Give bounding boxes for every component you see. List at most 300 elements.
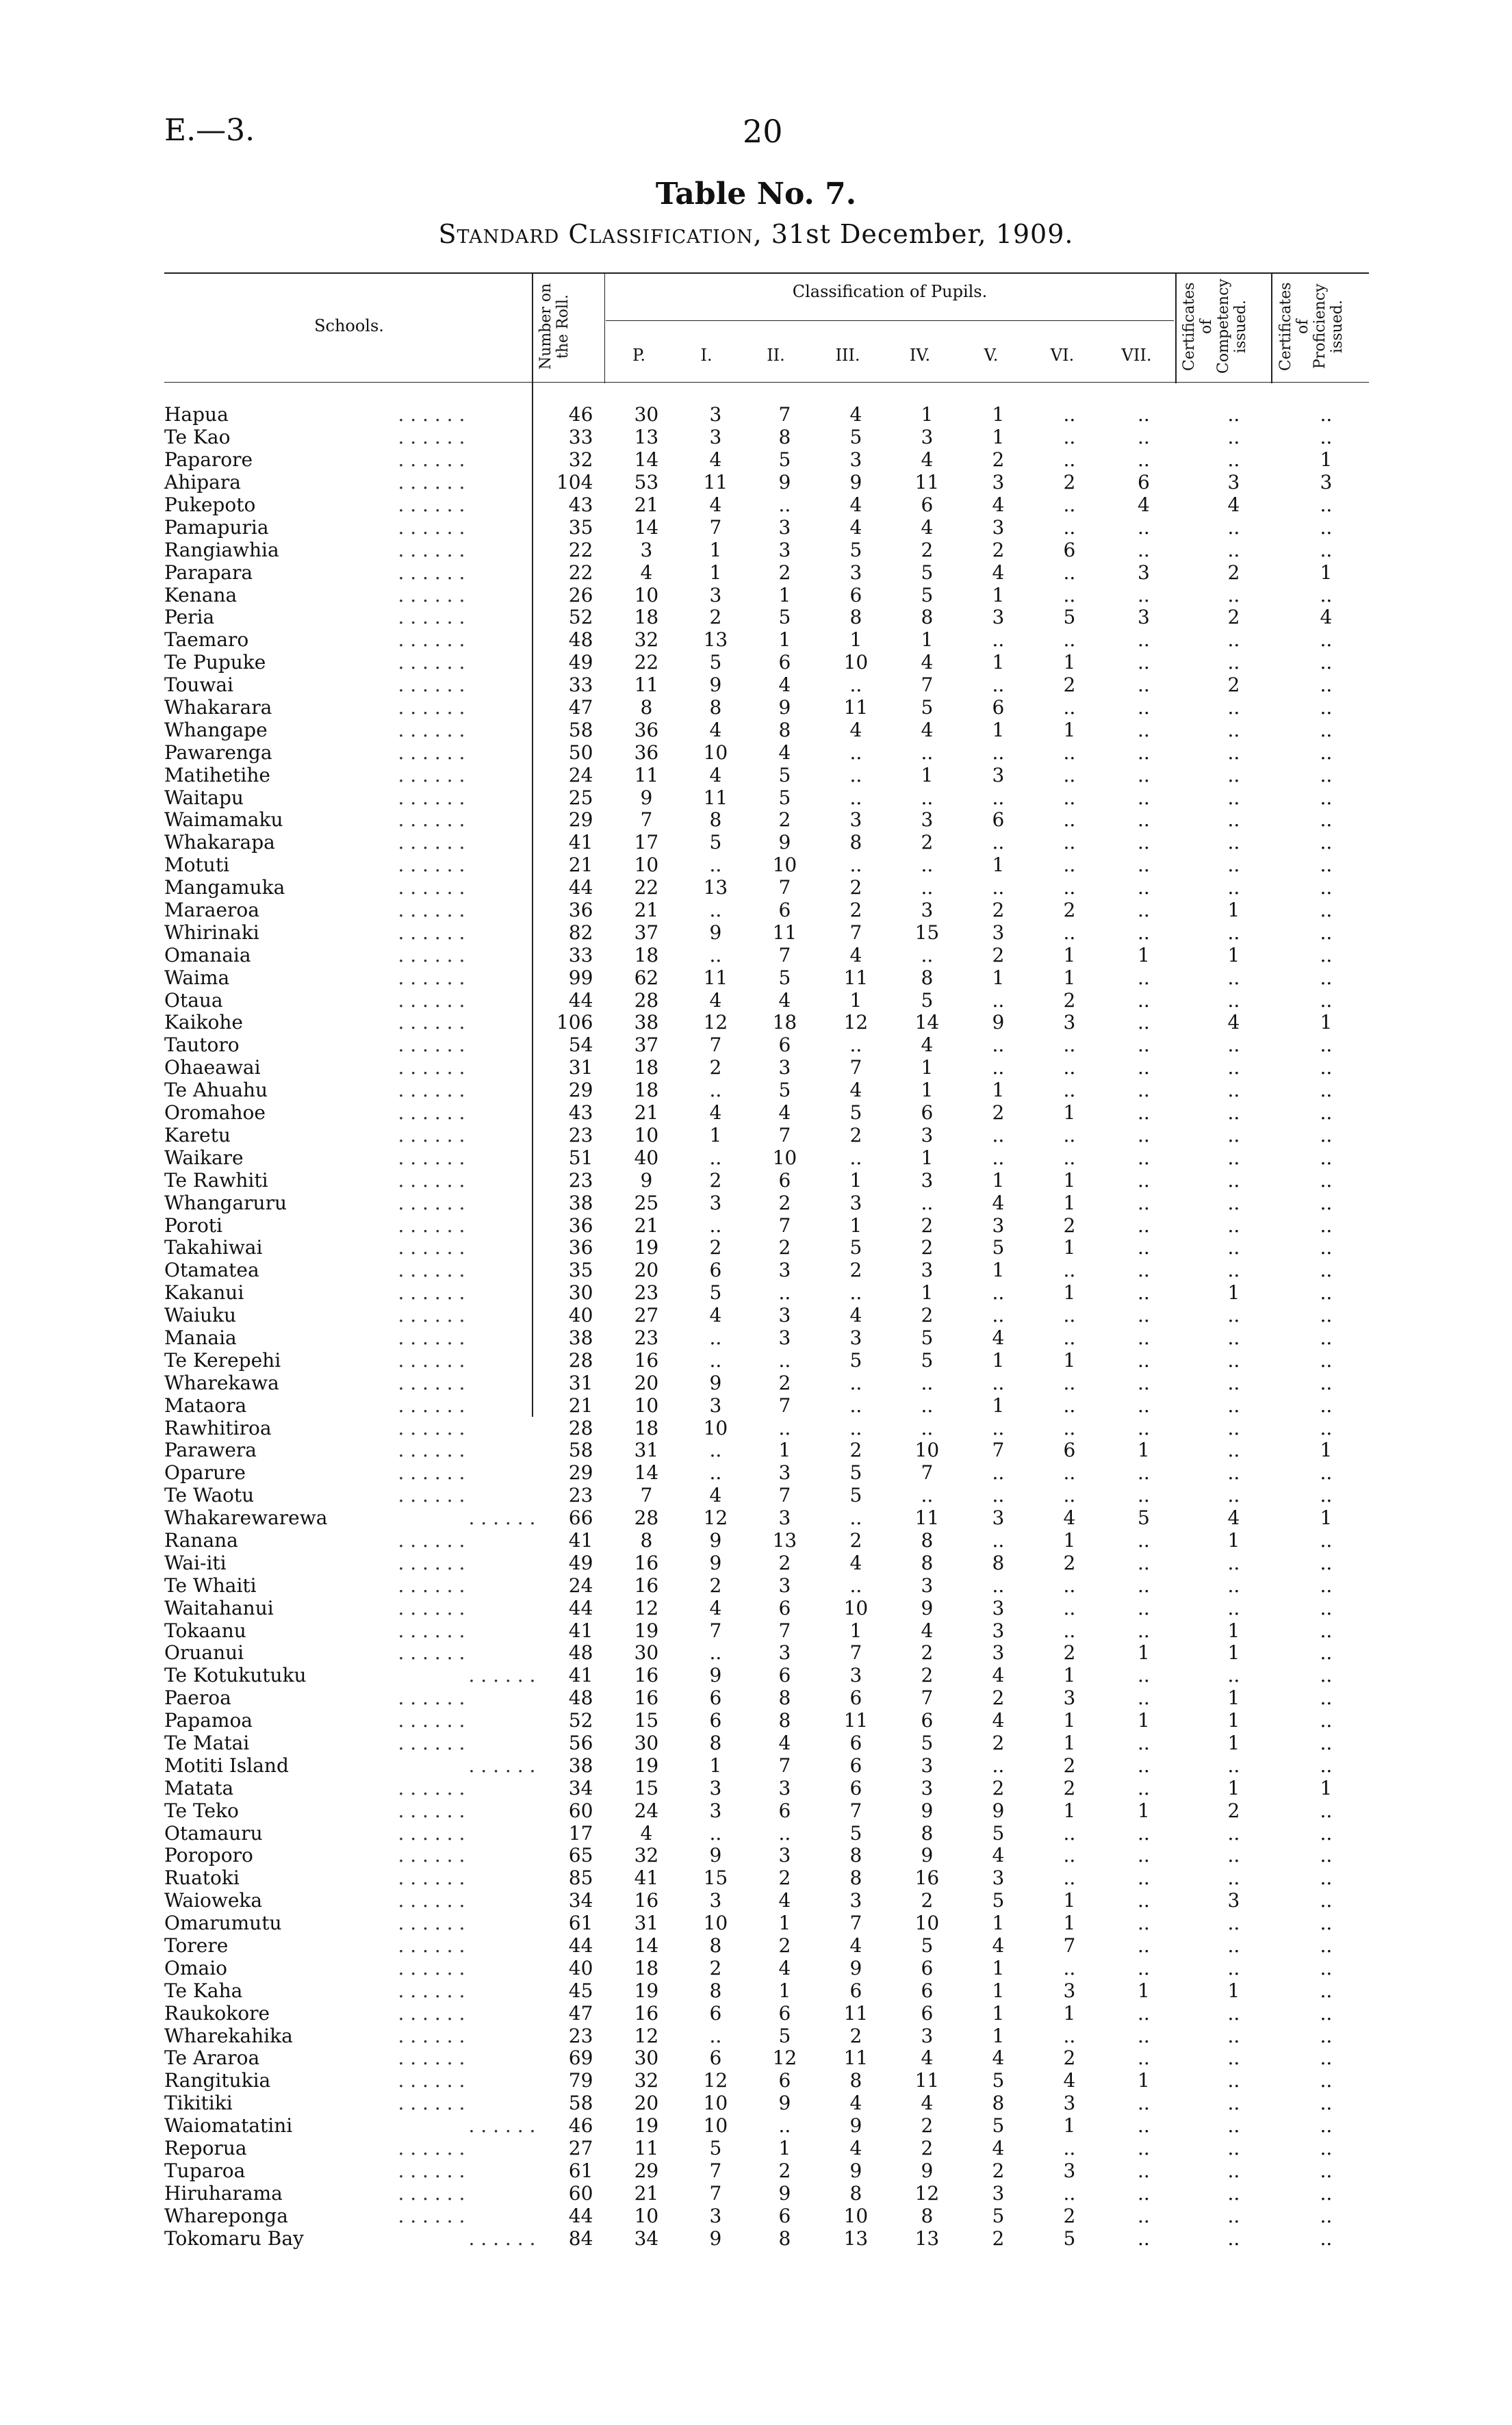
proficiency-cell: .. <box>1320 1709 1333 1732</box>
school-name: Omarumutu <box>164 1912 282 1935</box>
g2-cell: .. <box>778 1348 791 1372</box>
dot-leaders: . . . . . . <box>398 1596 465 1619</box>
roll-cell: 79 <box>568 2069 593 2092</box>
roll-cell: 85 <box>568 1866 593 1890</box>
g6-cell: .. <box>1063 1079 1076 1102</box>
g6-cell: 2 <box>1063 1214 1076 1237</box>
proficiency-cell: .. <box>1320 426 1333 449</box>
g3-cell: 7 <box>849 1912 862 1935</box>
p-cell: 14 <box>634 1461 659 1485</box>
g5-cell: 8 <box>992 1551 1005 1574</box>
table-subtitle <box>0 219 1512 249</box>
p-cell: 4 <box>640 561 653 584</box>
g2-cell: 6 <box>778 899 791 922</box>
p-cell: 18 <box>634 1079 659 1102</box>
g1-cell: 9 <box>709 1551 722 1574</box>
g7-cell: .. <box>1138 1281 1150 1305</box>
proficiency-cell: 4 <box>1320 606 1333 629</box>
g3-cell: 4 <box>849 943 862 966</box>
table-row <box>164 1305 1367 1327</box>
dot-leaders: . . . . . . <box>398 1731 465 1754</box>
proficiency-cell: .. <box>1320 1528 1333 1552</box>
g2-cell: 11 <box>772 921 797 944</box>
roll-cell: 52 <box>568 606 593 629</box>
proficiency-cell: .. <box>1320 1191 1333 1214</box>
g1-cell: 7 <box>709 1619 722 1642</box>
proficiency-cell: .. <box>1320 696 1333 719</box>
competency-cell: .. <box>1227 1912 1240 1935</box>
g2-cell: 5 <box>778 2024 791 2047</box>
g1-cell: 3 <box>709 1191 722 1214</box>
g1-cell: 3 <box>709 1799 722 1822</box>
g3-cell: 11 <box>843 1709 869 1732</box>
g4-cell: 1 <box>921 763 934 786</box>
roll-cell: 23 <box>568 2024 593 2047</box>
p-cell: 62 <box>634 966 659 989</box>
g3-cell: .. <box>849 673 862 697</box>
school-name: Pawarenga <box>164 741 272 764</box>
g7-cell: .. <box>1138 538 1150 561</box>
g4-cell: 15 <box>914 921 940 944</box>
g3-cell: 3 <box>849 1191 862 1214</box>
g1-cell: 4 <box>709 718 722 741</box>
proficiency-cell: .. <box>1320 786 1333 809</box>
g4-cell: 2 <box>921 538 934 561</box>
g7-cell: .. <box>1138 1461 1150 1485</box>
p-cell: 21 <box>634 899 659 922</box>
g6-cell: .. <box>1063 426 1076 449</box>
subtitle-date: 31st December, 1909. <box>771 219 1074 249</box>
dot-leaders: . . . . . . <box>398 493 465 516</box>
g1-cell: 2 <box>709 1956 722 1979</box>
g1-cell: 7 <box>709 1034 722 1057</box>
g6-cell: .. <box>1063 808 1076 832</box>
g4-cell: .. <box>921 786 934 809</box>
proficiency-cell: .. <box>1320 1664 1333 1687</box>
g5-cell: 5 <box>992 1889 1005 1912</box>
g6-cell: .. <box>1063 1956 1076 1979</box>
p-cell: 23 <box>634 1281 659 1305</box>
roll-cell: 41 <box>568 1664 593 1687</box>
table-title: Table No. 7. <box>655 177 857 211</box>
p-cell: 21 <box>634 493 659 516</box>
g3-cell: 1 <box>849 1214 862 1237</box>
schools-header: Schools. <box>314 316 384 335</box>
g1-cell: 3 <box>709 1776 722 1799</box>
table-row <box>164 516 1367 539</box>
proficiency-cell: .. <box>1320 673 1333 697</box>
g3-cell: .. <box>849 786 862 809</box>
g1-cell: 11 <box>703 786 728 809</box>
g6-cell: 7 <box>1063 1934 1076 1957</box>
g5-cell: .. <box>992 673 1005 697</box>
g6-cell: 3 <box>1063 1011 1076 1034</box>
dot-leaders: . . . . . . <box>398 606 465 629</box>
g4-cell: 4 <box>921 651 934 674</box>
g7-cell: .. <box>1138 718 1150 741</box>
proficiency-cell: .. <box>1320 741 1333 764</box>
table-row <box>164 1079 1367 1102</box>
g1-cell: .. <box>709 1326 722 1349</box>
g4-cell: 2 <box>921 831 934 854</box>
g3-cell: 5 <box>849 426 862 449</box>
g5-cell: 5 <box>992 2069 1005 2092</box>
table-row <box>164 944 1367 966</box>
g7-cell: .. <box>1138 1889 1150 1912</box>
table-row <box>164 921 1367 944</box>
g3-cell: 6 <box>849 1979 862 2002</box>
g2-cell: 3 <box>778 515 791 539</box>
dot-leaders: . . . . . . <box>398 1484 465 1507</box>
g6-cell: .. <box>1063 1034 1076 1057</box>
g3-cell: 2 <box>849 2024 862 2047</box>
school-name: Te Kerepehi <box>164 1348 281 1372</box>
g7-cell: .. <box>1138 426 1150 449</box>
g4-cell: 11 <box>914 1506 940 1530</box>
g6-cell: 2 <box>1063 471 1076 494</box>
g6-cell: 2 <box>1063 1754 1076 1777</box>
g6-cell: .. <box>1063 1574 1076 1597</box>
g3-cell: 4 <box>849 2137 862 2160</box>
g4-cell: 8 <box>921 1821 934 1845</box>
roll-cell: 41 <box>568 1619 593 1642</box>
g2-cell: 9 <box>778 2181 791 2205</box>
roll-cell: 49 <box>568 651 593 674</box>
school-name: Rangiawhia <box>164 538 279 561</box>
g3-cell: 4 <box>849 1304 862 1327</box>
dot-leaders: . . . . . . <box>398 876 465 899</box>
g1-cell: 3 <box>709 1394 722 1417</box>
g6-cell: 2 <box>1063 988 1076 1012</box>
g5-cell: .. <box>992 1461 1005 1485</box>
roll-cell: 23 <box>568 1123 593 1146</box>
g7-cell: .. <box>1138 1236 1150 1259</box>
roll-cell: 44 <box>568 2204 593 2227</box>
dot-leaders: . . . . . . <box>398 1011 465 1034</box>
proficiency-cell: .. <box>1320 1123 1333 1146</box>
g6-cell: 2 <box>1063 673 1076 697</box>
dot-leaders: . . . . . . <box>398 2181 465 2205</box>
roll-cell: 26 <box>568 583 593 606</box>
roll-cell: 22 <box>568 538 593 561</box>
table-row <box>164 1327 1367 1350</box>
g4-cell: 10 <box>914 1439 940 1462</box>
g3-cell: 4 <box>849 718 862 741</box>
g5-cell: 2 <box>992 2159 1005 2182</box>
g2-cell: 2 <box>778 1191 791 1214</box>
dot-leaders: . . . . . . <box>398 583 465 606</box>
g6-cell: .. <box>1063 763 1076 786</box>
p-cell: 10 <box>634 1123 659 1146</box>
table-row <box>164 1507 1367 1530</box>
table-row <box>164 2002 1367 2025</box>
dot-leaders: . . . . . . <box>468 1506 536 1530</box>
table-row <box>164 539 1367 561</box>
g3-cell: 1 <box>849 1168 862 1192</box>
g6-cell: .. <box>1063 628 1076 652</box>
g6-cell: .. <box>1063 876 1076 899</box>
g5-cell: 1 <box>992 2001 1005 2025</box>
g6-cell: .. <box>1063 854 1076 877</box>
table-row <box>164 697 1367 719</box>
g7-cell: 6 <box>1137 471 1150 494</box>
school-name: Kaikohe <box>164 1011 243 1034</box>
g5-cell: 3 <box>992 763 1005 786</box>
g2-cell: 1 <box>778 1439 791 1462</box>
g1-cell: 4 <box>709 988 722 1012</box>
g4-cell: 5 <box>921 561 934 584</box>
competency-cell: 1 <box>1227 1776 1240 1799</box>
g2-cell: 3 <box>778 1304 791 1327</box>
school-name: Ohaeawai <box>164 1056 261 1079</box>
g7-cell: .. <box>1138 1034 1150 1057</box>
g7-cell: .. <box>1138 966 1150 989</box>
g5-cell: 4 <box>992 1709 1005 1732</box>
p-cell: 18 <box>634 1416 659 1439</box>
g2-cell: 4 <box>778 1731 791 1754</box>
g6-cell: 1 <box>1063 1912 1076 1935</box>
dot-leaders: . . . . . . <box>398 2024 465 2047</box>
school-name: Te Kotukutuku <box>164 1664 307 1687</box>
g3-cell: 4 <box>849 2092 862 2115</box>
competency-cell: .. <box>1227 515 1240 539</box>
school-name: Te Kaha <box>164 1979 243 2002</box>
g1-cell: .. <box>709 1079 722 1102</box>
p-cell: 10 <box>634 2204 659 2227</box>
g2-cell: 7 <box>778 1123 791 1146</box>
school-name: Parapara <box>164 561 253 584</box>
dot-leaders: . . . . . . <box>398 988 465 1012</box>
competency-cell: .. <box>1227 2092 1240 2115</box>
proficiency-cell: .. <box>1320 1348 1333 1372</box>
p-cell: 29 <box>634 2159 659 2182</box>
table-row <box>164 1710 1367 1732</box>
g2-cell: 4 <box>778 1889 791 1912</box>
table-row <box>164 1057 1367 1079</box>
g7-cell: .. <box>1138 1304 1150 1327</box>
proficiency-cell: .. <box>1320 1619 1333 1642</box>
g4-cell: 3 <box>921 1168 934 1192</box>
p-cell: 18 <box>634 943 659 966</box>
school-name: Oromahoe <box>164 1101 266 1125</box>
roll-cell: 31 <box>568 1056 593 1079</box>
roll-cell: 30 <box>568 1281 593 1305</box>
roll-cell: 45 <box>568 1979 593 2002</box>
proficiency-cell: .. <box>1320 854 1333 877</box>
classification-table <box>164 404 1367 2250</box>
table-row <box>164 1282 1367 1305</box>
table-row <box>164 1485 1367 1507</box>
proficiency-cell: .. <box>1320 899 1333 922</box>
dot-leaders: . . . . . . <box>468 1664 536 1687</box>
g2-cell: 6 <box>778 2001 791 2025</box>
roll-cell: 22 <box>568 561 593 584</box>
roll-cell: 84 <box>568 2227 593 2250</box>
proficiency-cell: .. <box>1320 1912 1333 1935</box>
g7-cell: .. <box>1138 1394 1150 1417</box>
proficiency-cell: .. <box>1320 1281 1333 1305</box>
dot-leaders: . . . . . . <box>398 2204 465 2227</box>
school-name: Taemaro <box>164 628 249 652</box>
school-name: Pukepoto <box>164 493 256 516</box>
proficiency-cell: .. <box>1320 1574 1333 1597</box>
g7-cell: 1 <box>1137 943 1150 966</box>
p-cell: 53 <box>634 471 659 494</box>
g1-cell: 5 <box>709 831 722 854</box>
g2-cell: 7 <box>778 1214 791 1237</box>
proficiency-cell: .. <box>1320 1979 1333 2002</box>
proficiency-cell: 1 <box>1320 1439 1333 1462</box>
g1-cell: 10 <box>703 741 728 764</box>
grade-header-6: VI. <box>1050 346 1075 365</box>
school-name: Wai-iti <box>164 1551 227 1574</box>
school-name: Te Teko <box>164 1799 239 1822</box>
g4-cell: .. <box>921 1191 934 1214</box>
g2-cell: 5 <box>778 786 791 809</box>
g7-cell: .. <box>1138 2092 1150 2115</box>
competency-cell: .. <box>1227 1461 1240 1485</box>
g3-cell: 11 <box>843 966 869 989</box>
table-row <box>164 719 1367 741</box>
g7-cell: .. <box>1138 1416 1150 1439</box>
competency-cell: .. <box>1227 2024 1240 2047</box>
g3-cell: 13 <box>843 2227 869 2250</box>
g1-cell: 10 <box>703 1912 728 1935</box>
school-name: Oparure <box>164 1461 246 1485</box>
p-cell: 16 <box>634 1551 659 1574</box>
table-row <box>164 606 1367 629</box>
g6-cell: 3 <box>1063 1686 1076 1710</box>
g6-cell: 1 <box>1063 651 1076 674</box>
g6-cell: 1 <box>1063 1528 1076 1552</box>
g4-cell: .. <box>921 1394 934 1417</box>
roll-cell: 38 <box>568 1191 593 1214</box>
proficiency-cell: .. <box>1320 1394 1333 1417</box>
dot-leaders: . . . . . . <box>398 1123 465 1146</box>
g7-cell: .. <box>1138 1259 1150 1282</box>
proficiency-cell: .. <box>1320 1484 1333 1507</box>
g4-cell: .. <box>921 1484 934 1507</box>
g4-cell: 12 <box>914 2181 940 2205</box>
p-cell: 36 <box>634 741 659 764</box>
dot-leaders: . . . . . . <box>398 1348 465 1372</box>
proficiency-cell: .. <box>1320 2227 1333 2250</box>
competency-cell: .. <box>1227 1236 1240 1259</box>
g2-cell: .. <box>778 1281 791 1305</box>
table-row <box>164 1349 1367 1372</box>
roll-cell: 48 <box>568 1641 593 1665</box>
g2-cell: 3 <box>778 1326 791 1349</box>
g1-cell: 6 <box>709 1709 722 1732</box>
table-row <box>164 1732 1367 1755</box>
g5-cell: 3 <box>992 921 1005 944</box>
g2-cell: 9 <box>778 831 791 854</box>
competency-cell: .. <box>1227 1821 1240 1845</box>
competency-cell: 2 <box>1227 1799 1240 1822</box>
g4-cell: .. <box>921 1416 934 1439</box>
school-name: Whakarewarewa <box>164 1506 328 1530</box>
g5-cell: .. <box>992 786 1005 809</box>
g4-cell: .. <box>921 876 934 899</box>
g4-cell: 5 <box>921 988 934 1012</box>
g4-cell: 16 <box>914 1866 940 1890</box>
dot-leaders: . . . . . . <box>398 696 465 719</box>
proficiency-cell: .. <box>1320 1304 1333 1327</box>
g4-cell: 9 <box>921 1799 934 1822</box>
g7-cell: .. <box>1138 628 1150 652</box>
competency-cell: .. <box>1227 2047 1240 2070</box>
g1-cell: .. <box>709 1439 722 1462</box>
p-cell: 16 <box>634 1348 659 1372</box>
proficiency-cell: .. <box>1320 2024 1333 2047</box>
g5-cell: 1 <box>992 1168 1005 1192</box>
table-row <box>164 2159 1367 2182</box>
g4-cell: 4 <box>921 448 934 472</box>
school-name: Waima <box>164 966 230 989</box>
proficiency-cell: .. <box>1320 1866 1333 1890</box>
g2-cell: 1 <box>778 628 791 652</box>
competency-divider <box>1175 274 1177 383</box>
competency-cell: .. <box>1227 1934 1240 1957</box>
dot-leaders: . . . . . . <box>398 403 465 426</box>
g7-cell: .. <box>1138 1866 1150 1890</box>
dot-leaders: . . . . . . <box>398 1371 465 1394</box>
g5-cell: 3 <box>992 471 1005 494</box>
g4-cell: 1 <box>921 403 934 426</box>
school-name: Ahipara <box>164 471 241 494</box>
table-row <box>164 2138 1367 2160</box>
g5-cell: 7 <box>992 1439 1005 1462</box>
g4-cell: 11 <box>914 471 940 494</box>
g5-cell: 1 <box>992 718 1005 741</box>
g1-cell: 9 <box>709 1528 722 1552</box>
g2-cell: 1 <box>778 1912 791 1935</box>
g3-cell: 4 <box>849 515 862 539</box>
g2-cell: 2 <box>778 561 791 584</box>
competency-cell: .. <box>1227 1551 1240 1574</box>
g7-cell: .. <box>1138 583 1150 606</box>
school-name: Poroti <box>164 1214 223 1237</box>
g7-cell: .. <box>1138 1348 1150 1372</box>
g7-cell: .. <box>1138 2227 1150 2250</box>
g7-cell: .. <box>1138 2159 1150 2182</box>
proficiency-cell: .. <box>1320 1844 1333 1867</box>
grade-header-5: V. <box>984 346 999 365</box>
school-name: Otamauru <box>164 1821 263 1845</box>
g6-cell: .. <box>1063 1619 1076 1642</box>
g3-cell: .. <box>849 1506 862 1530</box>
g1-cell: 9 <box>709 2227 722 2250</box>
competency-cell: .. <box>1227 2137 1240 2160</box>
g1-cell: 2 <box>709 1236 722 1259</box>
competency-cell: .. <box>1227 1168 1240 1192</box>
school-name: Maraeroa <box>164 899 259 922</box>
g5-cell: .. <box>992 1416 1005 1439</box>
proficiency-cell: .. <box>1320 831 1333 854</box>
roll-cell: 106 <box>556 1011 593 1034</box>
g1-cell: .. <box>709 1214 722 1237</box>
g1-cell: 2 <box>709 1574 722 1597</box>
g5-cell: 3 <box>992 606 1005 629</box>
g5-cell: .. <box>992 831 1005 854</box>
school-name: Omaio <box>164 1956 228 1979</box>
g7-cell: .. <box>1138 1776 1150 1799</box>
g5-cell: .. <box>992 1528 1005 1552</box>
g6-cell: 5 <box>1063 2227 1076 2250</box>
g7-cell: .. <box>1138 763 1150 786</box>
p-cell: 24 <box>634 1799 659 1822</box>
g7-cell: .. <box>1138 1934 1150 1957</box>
